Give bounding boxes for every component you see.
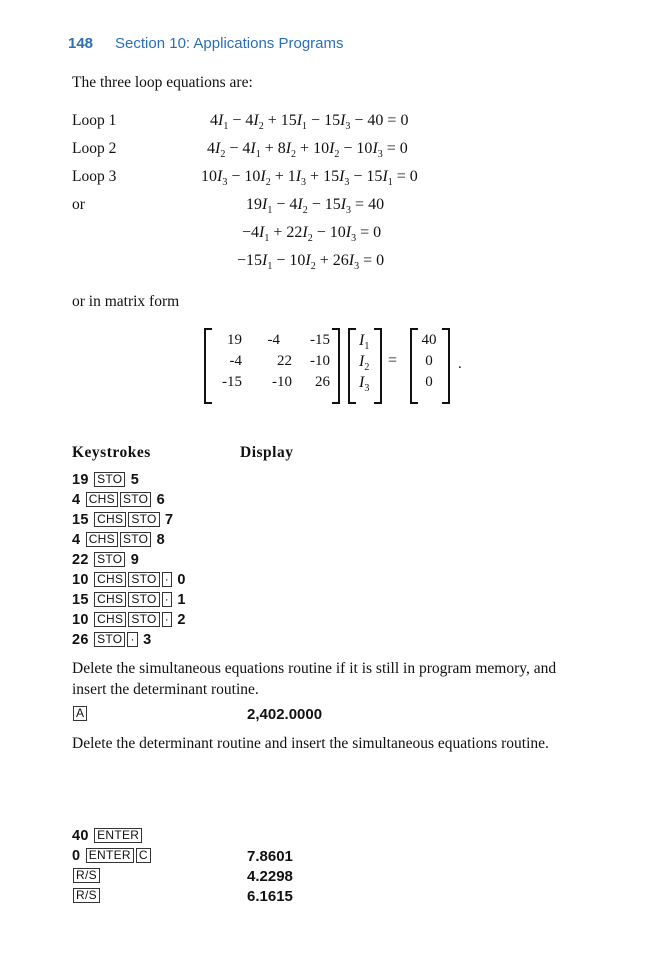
- sto-key: STO: [128, 512, 159, 527]
- chs-key: CHS: [94, 512, 126, 527]
- vector-cell: 0: [425, 353, 433, 369]
- equals-sign: =: [388, 352, 398, 369]
- a-key: A: [73, 706, 87, 721]
- result-display: 4.2298: [247, 868, 293, 885]
- sto-key: STO: [94, 632, 125, 647]
- equation-combined-3: $-15I_1 - 10I_2 + 26I_3 = 0$: [237, 252, 385, 273]
- keystroke-line: 4 CHS STO 6: [72, 492, 166, 508]
- equation-combined-1: $19I_1 - 4I_2 - 15I_3 = 40$: [246, 196, 385, 217]
- chs-key: CHS: [86, 532, 118, 547]
- instruction-paragraph-1: Delete the simultaneous equations routine if it is still in program memory, and insert the determinant routine.: [72, 660, 557, 698]
- decimal-key: ·: [162, 612, 172, 627]
- keystroke-line: 22 STO 9: [72, 552, 140, 568]
- matrix-cell: 26: [315, 374, 330, 390]
- sto-key: STO: [94, 552, 125, 567]
- loop-1-label: Loop 1: [72, 112, 117, 129]
- rhs-vector: [410, 328, 450, 400]
- section-title: Section 10: Applications Programs: [115, 35, 344, 52]
- keystroke-line: 19 STO 5: [72, 472, 140, 488]
- keystroke-line: 0 ENTER C: [72, 848, 152, 864]
- sto-key: STO: [128, 612, 159, 627]
- run-stop-key: R/S: [73, 868, 100, 883]
- decimal-key: ·: [162, 572, 172, 587]
- keystroke-line: 10 CHS STO · 2: [72, 612, 186, 628]
- matrix-cell: -4: [229, 353, 242, 369]
- equation-loop-1: $4I_1 - 4I_2 + 15I_1 - 15I_3 - 40 = 0$: [210, 112, 409, 133]
- sto-key: STO: [94, 472, 125, 487]
- vector-cell: $I_2$: [359, 353, 370, 374]
- sto-key: STO: [120, 532, 151, 547]
- matrix-cell: -15: [222, 374, 242, 390]
- left-bracket: [348, 328, 356, 404]
- display-heading: Display: [240, 444, 294, 461]
- decimal-key: ·: [162, 592, 172, 607]
- page-number: 148: [68, 35, 94, 52]
- loop-3-label: Loop 3: [72, 168, 117, 185]
- intro-text: The three loop equations are:: [72, 74, 253, 91]
- matrix-intro: or in matrix form: [72, 293, 180, 310]
- matrix-cell: -10: [310, 353, 330, 369]
- chs-key: CHS: [86, 492, 118, 507]
- keystroke-line: 26 STO · 3: [72, 632, 152, 648]
- enter-key: ENTER: [94, 828, 142, 843]
- chs-key: CHS: [94, 612, 126, 627]
- equation-loop-2: $4I_2 - 4I_1 + 8I_2 + 10I_2 - 10I_3 = 0$: [207, 140, 408, 161]
- matrix-cell: -10: [272, 374, 292, 390]
- loop-2-label: Loop 2: [72, 140, 117, 157]
- enter-key: ENTER: [86, 848, 134, 863]
- matrix-cell: -4: [267, 332, 280, 348]
- keystroke-line: [72, 868, 101, 884]
- current-vector: [348, 328, 382, 400]
- matrix-cell: 22: [277, 353, 292, 369]
- result-display: 7.8601: [247, 848, 293, 865]
- run-stop-key: R/S: [73, 888, 100, 903]
- sto-key: STO: [120, 492, 151, 507]
- keystroke-line: 40 ENTER: [72, 828, 143, 844]
- equation-loop-3: $10I_3 - 10I_2 + 1I_3 + 15I_3 - 15I_1 = 0$: [201, 168, 418, 189]
- vector-cell: 40: [421, 332, 437, 348]
- c-key: C: [136, 848, 151, 863]
- matrix-period: .: [458, 356, 462, 372]
- keystroke-line: [72, 706, 88, 722]
- coefficient-matrix: [204, 328, 340, 400]
- instruction-paragraph-2: Delete the determinant routine and insert the simultaneous equations routine.: [72, 735, 549, 752]
- sto-key: STO: [128, 572, 159, 587]
- keystroke-line: 15 CHS STO 7: [72, 512, 174, 528]
- keystrokes-heading: Keystrokes: [72, 444, 151, 461]
- vector-cell: $I_1$: [359, 332, 370, 353]
- chs-key: CHS: [94, 592, 126, 607]
- keystroke-line: 4 CHS STO 8: [72, 532, 166, 548]
- determinant-display: 2,402.0000: [247, 706, 323, 723]
- page-header: [68, 35, 344, 52]
- decimal-key: ·: [127, 632, 137, 647]
- matrix-cell: 19: [227, 332, 242, 348]
- vector-cell: 0: [425, 374, 433, 390]
- sto-key: STO: [128, 592, 159, 607]
- keystroke-line: 15 CHS STO · 1: [72, 592, 186, 608]
- chs-key: CHS: [94, 572, 126, 587]
- matrix-cell: -15: [310, 332, 330, 348]
- result-display: 6.1615: [247, 888, 293, 905]
- vector-cell: $I_3$: [359, 374, 370, 395]
- equation-combined-2: $-4I_1 + 22I_2 - 10I_3 = 0$: [242, 224, 382, 245]
- keystroke-line: [72, 888, 101, 904]
- keystroke-line: 10 CHS STO · 0: [72, 572, 186, 588]
- or-label: or: [72, 196, 85, 213]
